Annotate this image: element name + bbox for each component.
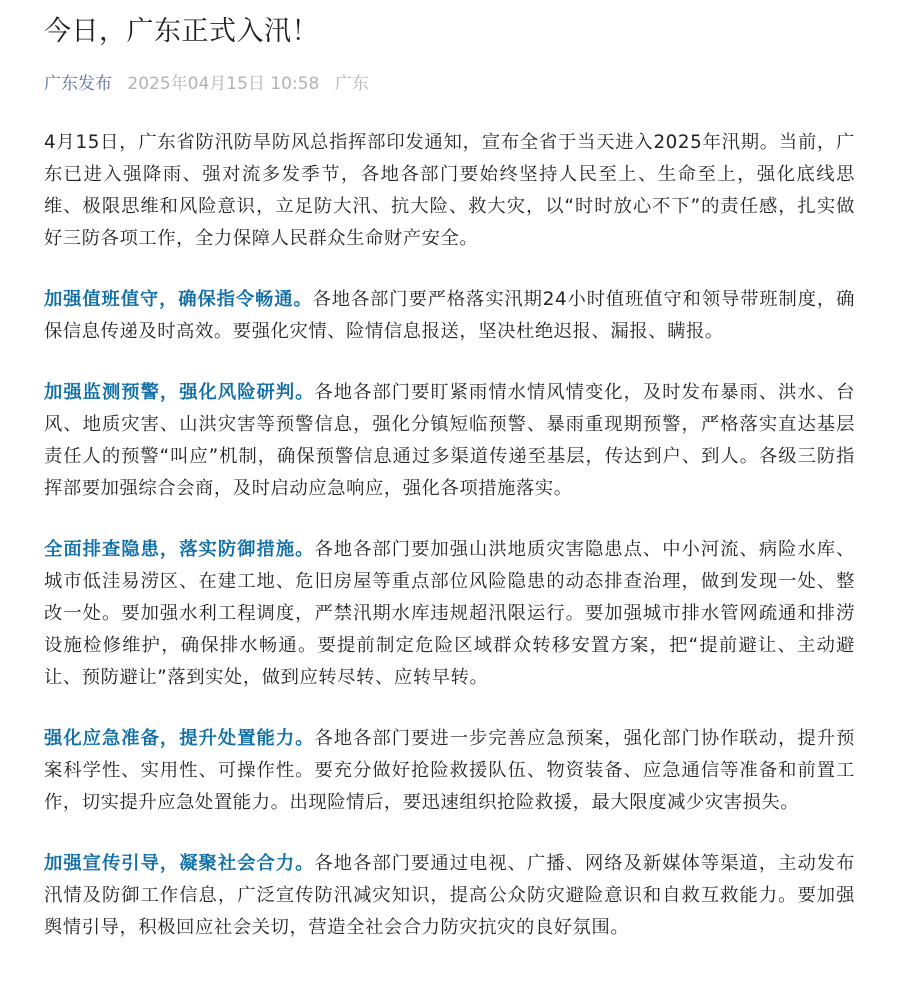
section-lead: 加强监测预警，强化风险研判。: [44, 382, 315, 403]
article-meta: [44, 72, 855, 96]
article-content: [44, 127, 855, 944]
section-lead: 加强值班值守，确保指令畅通。: [44, 289, 313, 310]
section-body: 各地各部门要盯紧雨情水情风情变化，及时发布暴雨、洪水、台风、地质灾害、山洪灾害等预警信息，强化分镇短临预警、暴雨重现期预警，严格落实直达基层责任人的预警“叫应”机制，确保预警信息通过多渠道传递至基层，传达到户、到人。各级三防指挥部要加强综合会商，及时启动应急响应，强化各项措施落实。: [44, 382, 855, 499]
section-body: 各地各部门要通过电视、广播、网络及新媒体等渠道，主动发布汛情及防御工作信息，广泛宣传防汛减灾知识，提高公众防灾避险意识和自救互救能力。要加强舆情引导，积极回应社会关切，营造全社会合力防灾抗灾的良好氛围。: [44, 853, 855, 938]
account-name-link[interactable]: 广东发布: [44, 74, 112, 94]
section-lead: 加强宣传引导，凝聚社会合力。: [44, 853, 315, 874]
section-lead: 全面排查隐患，落实防御措施。: [44, 539, 315, 560]
section-paragraph: [44, 377, 855, 505]
article-title: 今日，广东正式入汛！: [44, 16, 319, 47]
section-body: 各地各部门要进一步完善应急预案，强化部门协作联动，提升预案科学性、实用性、可操作性。要充分做好抢险救援队伍、物资装备、应急通信等准备和前置工作，切实提升应急处置能力。出现险情后，要迅速组织抢险救援，最大限度减少灾害损失。: [44, 728, 855, 813]
section-paragraph: [44, 284, 855, 348]
section-body: 各地各部门要严格落实汛期24小时值班值守和领导带班制度，确保信息传递及时高效。要强化灾情、险情信息报送，坚决杜绝迟报、漏报、瞒报。: [44, 289, 855, 342]
section-body: 各地各部门要加强山洪地质灾害隐患点、中小河流、病险水库、城市低洼易涝区、在建工地、危旧房屋等重点部位风险隐患的动态排查治理，做到发现一处、整改一处。要加强水利工程调度，严禁汛期水库违规超汛限运行。要加强城市排水管网疏通和排涝设施检修维护，确保排水畅通。要提前制定危险区域群众转移安置方案，把“提前避让、主动避让、预防避让”落到实处，做到应转尽转、应转早转。: [44, 539, 855, 688]
section-lead: 强化应急准备，提升处置能力。: [44, 728, 315, 749]
section-paragraph: [44, 723, 855, 819]
publish-date: 2025年04月15日 10:58: [127, 74, 320, 94]
section-paragraph: [44, 534, 855, 694]
intro-paragraph: 4月15日，广东省防汛防旱防风总指挥部印发通知，宣布全省于当天进入2025年汛期。当前，广东已进入强降雨、强对流多发季节，各地各部门要始终坚持人民至上、生命至上，强化底线思维、极限思维和风险意识，立足防大汛、抗大险、救大灾，以“时时放心不下”的责任感，扎实做好三防各项工作，全力保障人民群众生命财产安全。: [44, 132, 855, 249]
section-paragraph: [44, 848, 855, 944]
publish-location: 广东: [334, 74, 369, 94]
